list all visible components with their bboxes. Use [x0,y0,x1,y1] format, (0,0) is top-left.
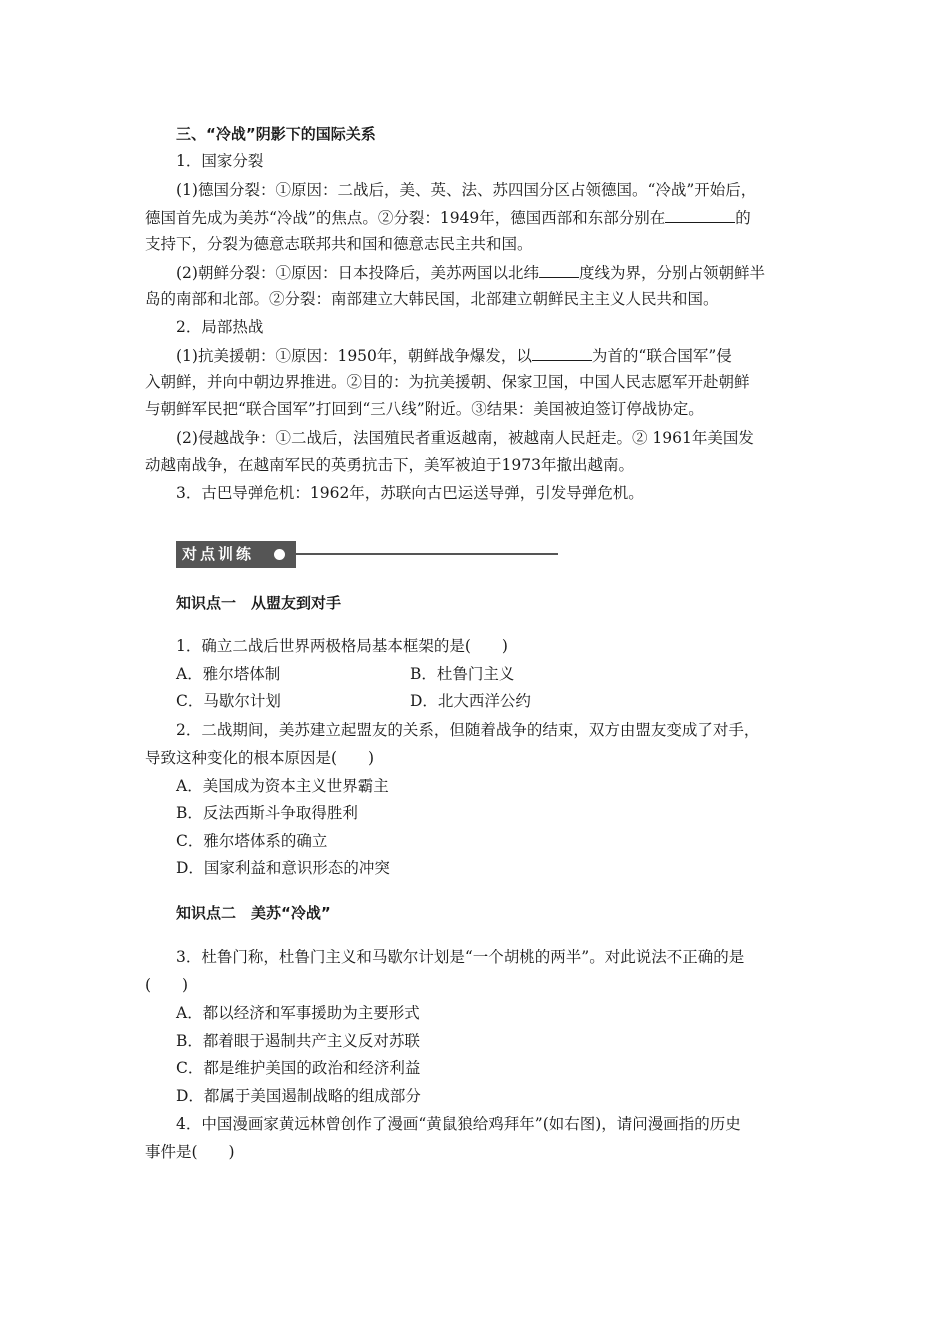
fill-blank [539,262,579,278]
text: 为首的“联合国军”侵 [591,347,732,365]
paragraph [176,345,841,366]
option-d: D．国家利益和意识形态的冲突 [176,859,390,877]
text: (1)抗美援朝：①原因：1950年，朝鲜战争爆发，以 [176,347,532,365]
paragraph: 与朝鲜军民把“联合国军”打回到“三八线”附近。③结果：美国被迫签订停战协定。 [145,400,704,418]
fill-blank [532,345,592,361]
text: 德国首先成为美苏“冷战”的焦点。②分裂：1949年，德国西部和东部分别在 [145,209,666,227]
question-stem: 导致这种变化的根本原因是( ) [145,749,375,767]
paragraph: 3．古巴导弹危机：1962年，苏联向古巴运送导弹，引发导弹危机。 [176,484,644,502]
practice-banner: 对点训练 [176,541,296,568]
section-heading: 三、“冷战”阴影下的国际关系 [176,125,376,143]
option-b: B．反法西斯斗争取得胜利 [176,804,358,822]
paragraph [176,262,841,283]
question-stem: 1．确立二战后世界两极格局基本框架的是( ) [176,637,508,655]
option-c: C．都是维护美国的政治和经济利益 [176,1059,421,1077]
text: (2)朝鲜分裂：①原因：日本投降后，美苏两国以北纬 [176,264,539,282]
option-a: A．美国成为资本主义世界霸主 [176,777,389,795]
option-a: A．雅尔塔体制 [176,665,281,683]
option-b: B．都着眼于遏制共产主义反对苏联 [176,1032,420,1050]
question-stem: 3．杜鲁门称，杜鲁门主义和马歇尔计划是“一个胡桃的两半”。对此说法不正确的是 [176,948,745,966]
banner-dot-icon [274,549,285,560]
question-stem: 4．中国漫画家黄远林曾创作了漫画“黄鼠狼给鸡拜年”(如右图)，请问漫画指的历史 [176,1115,741,1133]
option-c: C．马歇尔计划 [176,692,281,710]
banner-rule [296,553,558,555]
paragraph: 1．国家分裂 [176,152,264,170]
paragraph: 岛的南部和北部。②分裂：南部建立大韩民国，北部建立朝鲜民主主义人民共和国。 [145,290,719,308]
knowledge-point-title: 知识点一 从盟友到对手 [176,594,342,612]
paragraph: 2．局部热战 [176,318,264,336]
option-b: B．杜鲁门主义 [410,665,515,683]
text: 的 [735,209,751,227]
paragraph [145,207,810,228]
option-a: A．都以经济和军事援助为主要形式 [176,1004,420,1022]
question-stem: ( ) [145,976,189,994]
option-d: D．北大西洋公约 [410,692,531,710]
paragraph: 支持下，分裂为德意志联邦共和国和德意志民主共和国。 [145,235,533,253]
paragraph: 动越南战争，在越南军民的英勇抗击下，美军被迫于1973年撤出越南。 [145,456,634,474]
fill-blank [665,207,735,223]
question-stem: 事件是( ) [145,1143,235,1161]
knowledge-point-title: 知识点二 美苏“冷战” [176,904,331,922]
paragraph: (1)德国分裂：①原因：二战后，美、英、法、苏四国分区占领德国。“冷战”开始后， [176,181,757,199]
option-c: C．雅尔塔体系的确立 [176,832,328,850]
paragraph: (2)侵越战争：①二战后，法国殖民者重返越南，被越南人民赶走。② 1961年美国发 [176,429,754,447]
paragraph: 入朝鲜，并向中朝边界推进。②目的：为抗美援朝、保家卫国，中国人民志愿军开赴朝鲜 [145,373,750,391]
question-stem: 2．二战期间，美苏建立起盟友的关系，但随着战争的结束，双方由盟友变成了对手， [176,721,760,739]
text: 度线为界，分别占领朝鲜半 [578,264,765,282]
option-d: D．都属于美国遏制战略的组成部分 [176,1087,421,1105]
